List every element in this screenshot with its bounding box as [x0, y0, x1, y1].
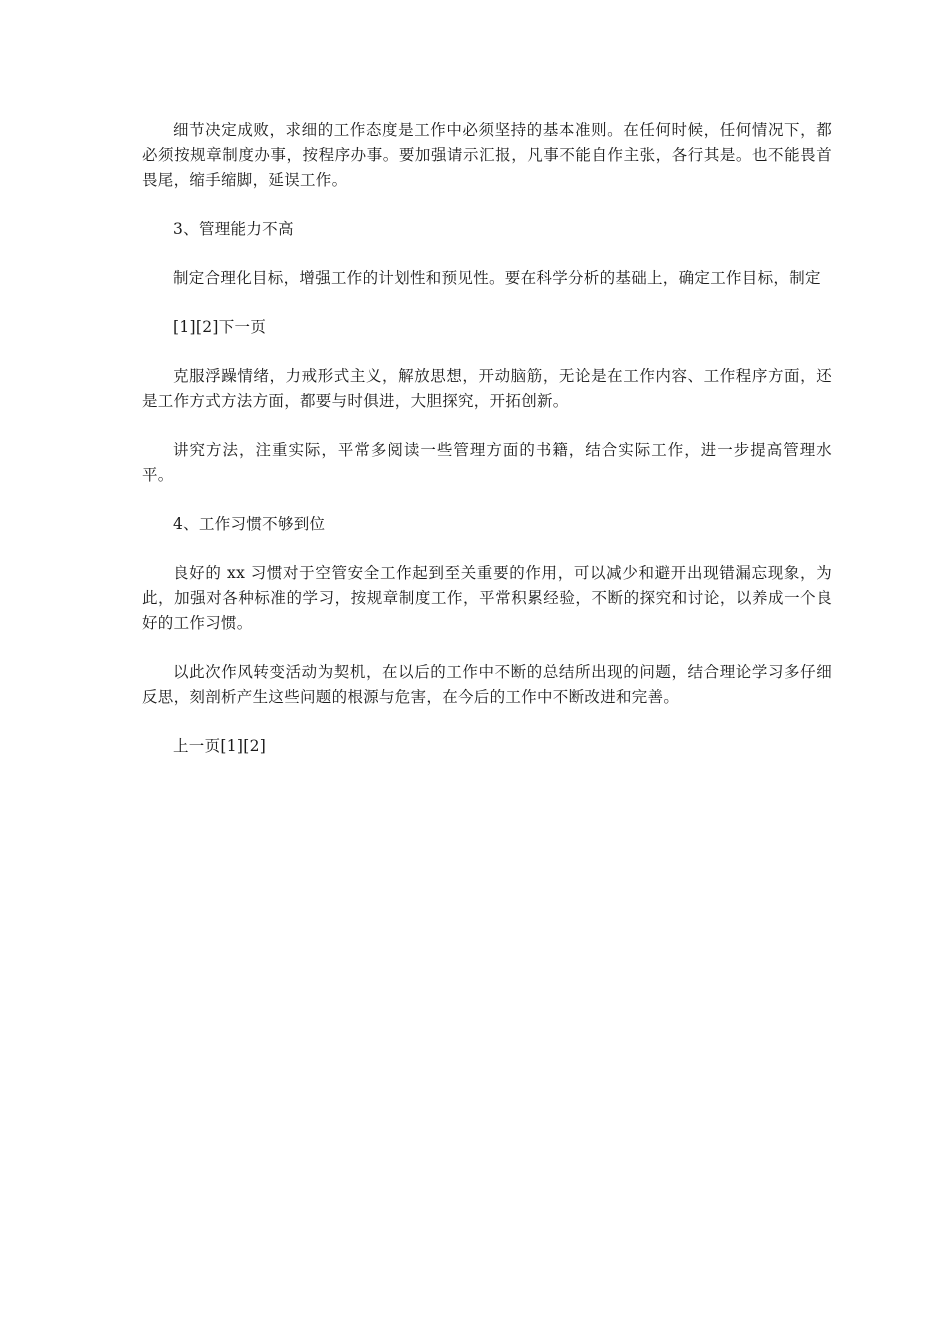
- section-heading-4: 4、工作习惯不够到位: [173, 515, 326, 533]
- paragraph-detail: 细节决定成败，求细的工作态度是工作中必须坚持的基本准则。在任何时候，任何情况下，都必须按规章制度办事，按程序办事。要加强请示汇报，凡事不能自作主张，各行其是。也不能畏首畏尾，缩手缩脚，延误工作。: [142, 121, 832, 189]
- next-page-link[interactable]: 下一页: [218, 318, 267, 336]
- page-link-2[interactable]: [2]: [243, 737, 267, 755]
- paragraph-goals: 制定合理化目标，增强工作的计划性和预见性。要在科学分析的基础上，确定工作目标，制定: [173, 269, 821, 287]
- document-page: [142, 118, 832, 783]
- pagination-bottom: [142, 734, 832, 759]
- page-link-2[interactable]: [2]: [195, 318, 219, 336]
- paragraph-method: 讲究方法，注重实际，平常多阅读一些管理方面的书籍，结合实际工作，进一步提高管理水平。: [142, 441, 832, 484]
- paragraph-habits: 良好的 xx 习惯对于空管安全工作起到至关重要的作用，可以减少和避开出现错漏忘现象，为此，加强对各种标准的学习，按规章制度工作，平常积累经验，不断的探究和讨论，以养成一个良好的工作习惯。: [142, 564, 832, 632]
- page-link-1[interactable]: [1]: [220, 737, 244, 755]
- prev-page-link[interactable]: 上一页: [173, 737, 221, 755]
- section-heading-3: 3、管理能力不高: [173, 220, 294, 238]
- paragraph-conclusion: 以此次作风转变活动为契机，在以后的工作中不断的总结所出现的问题，结合理论学习多仔细反思，刻剖析产生这些问题的根源与危害，在今后的工作中不断改进和完善。: [142, 663, 832, 706]
- pagination-top: [142, 315, 832, 340]
- page-link-1[interactable]: [1]: [173, 318, 196, 336]
- paragraph-innovation: 克服浮躁情绪，力戒形式主义，解放思想，开动脑筋，无论是在工作内容、工作程序方面，还是工作方式方法方面，都要与时俱进，大胆探究，开拓创新。: [142, 367, 832, 410]
